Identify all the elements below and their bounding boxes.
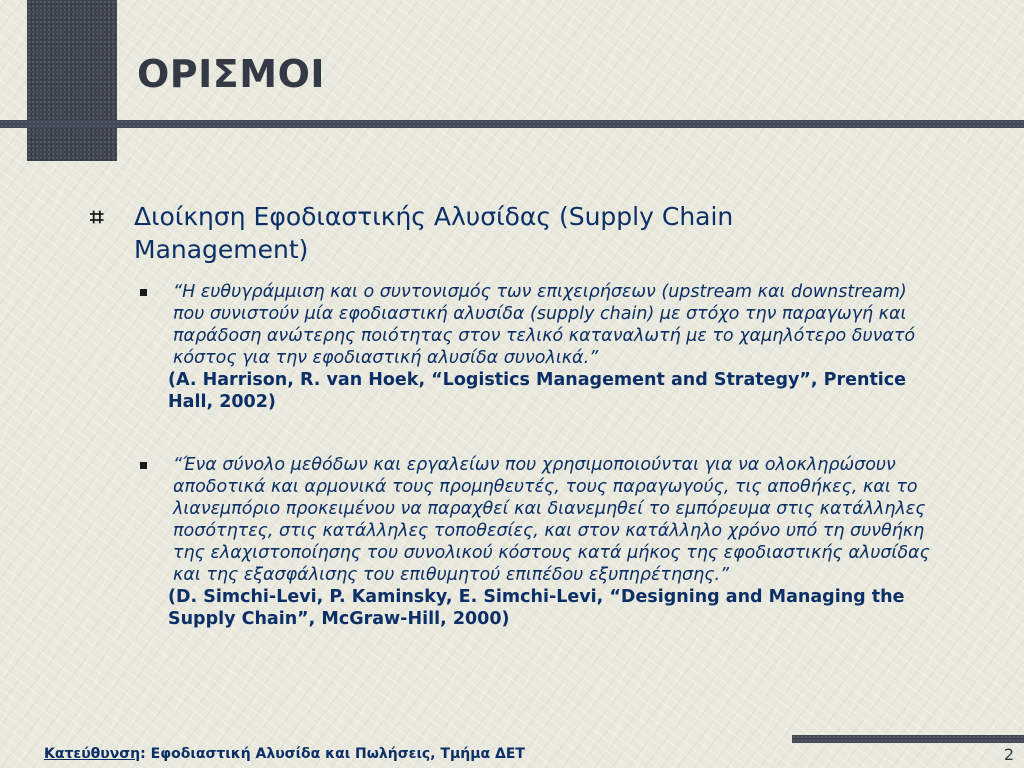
main-bullet-item (90, 200, 890, 266)
footer-separator: : (140, 746, 146, 762)
definition-citation: (D. Simchi-Levi, P. Kaminsky, E. Simchi-Levi, “Designing and Managing the Supply Chain”, McGraw-Hill, 2000) (168, 587, 905, 629)
hash-bullet-icon: ⌗ (90, 203, 104, 231)
footer-label: Κατεύθυνση (44, 746, 141, 762)
slide-title: ΟΡΙΣΜΟΙ (137, 52, 326, 96)
definition-quote: “Η ευθυγράμμιση και ο συντονισμός των επιχειρήσεων (upstream και downstream) που συνιστούν μία εφοδιαστική αλυσίδα (supply chain) με στόχο την παραγωγή και παράδοση ανώτερης ποιότητας στον τελικό καταναλωτή με το χαμηλότερο δυνατό κόστος για την εφοδιαστική αλυσίδα συνολικά.” (173, 282, 916, 368)
main-bullet-text: Διοίκηση Εφοδιαστικής Αλυσίδας (Supply Chain Management) (134, 202, 734, 264)
definition-quote: “Ένα σύνολο μεθόδων και εργαλείων που χρησιμοποιούνται για να ολοκληρώσουν αποδοτικά και αρμονικά τους προμηθευτές, τους παραγωγούς, τις αποθήκες, και το λιανεμπόριο προκειμένου να παραχθεί και διανεμηθεί το εμπόρευμα στις κατάλληλες ποσότητες, στις κατάλληλες τοποθεσίες, και στον κατάλληλο χρόνο υπό τη συνθήκη της ελαχιστοποίησης του συνολικού κόστους κατά μήκος της εφοδιαστικής αλυσίδας και της εξασφάλισης του επιθυμητού επιπέδου εξυπηρέτησης.” (173, 455, 930, 585)
footer-text (44, 745, 525, 763)
definition-item-1 (140, 281, 940, 413)
page-number: 2 (1003, 745, 1014, 764)
title-divider-bar (0, 120, 1024, 128)
corner-decoration-block (27, 0, 117, 161)
square-bullet-icon (140, 462, 147, 469)
footer-value: Εφοδιαστική Αλυσίδα και Πωλήσεις, Τμήμα ΔΕΤ (145, 746, 525, 762)
definition-citation: (A. Harrison, R. van Hoek, “Logistics Management and Strategy”, Prentice Hall, 2002) (168, 370, 907, 412)
square-bullet-icon (140, 289, 147, 296)
definition-item-2 (140, 454, 940, 630)
footer-divider-bar (792, 735, 1024, 743)
